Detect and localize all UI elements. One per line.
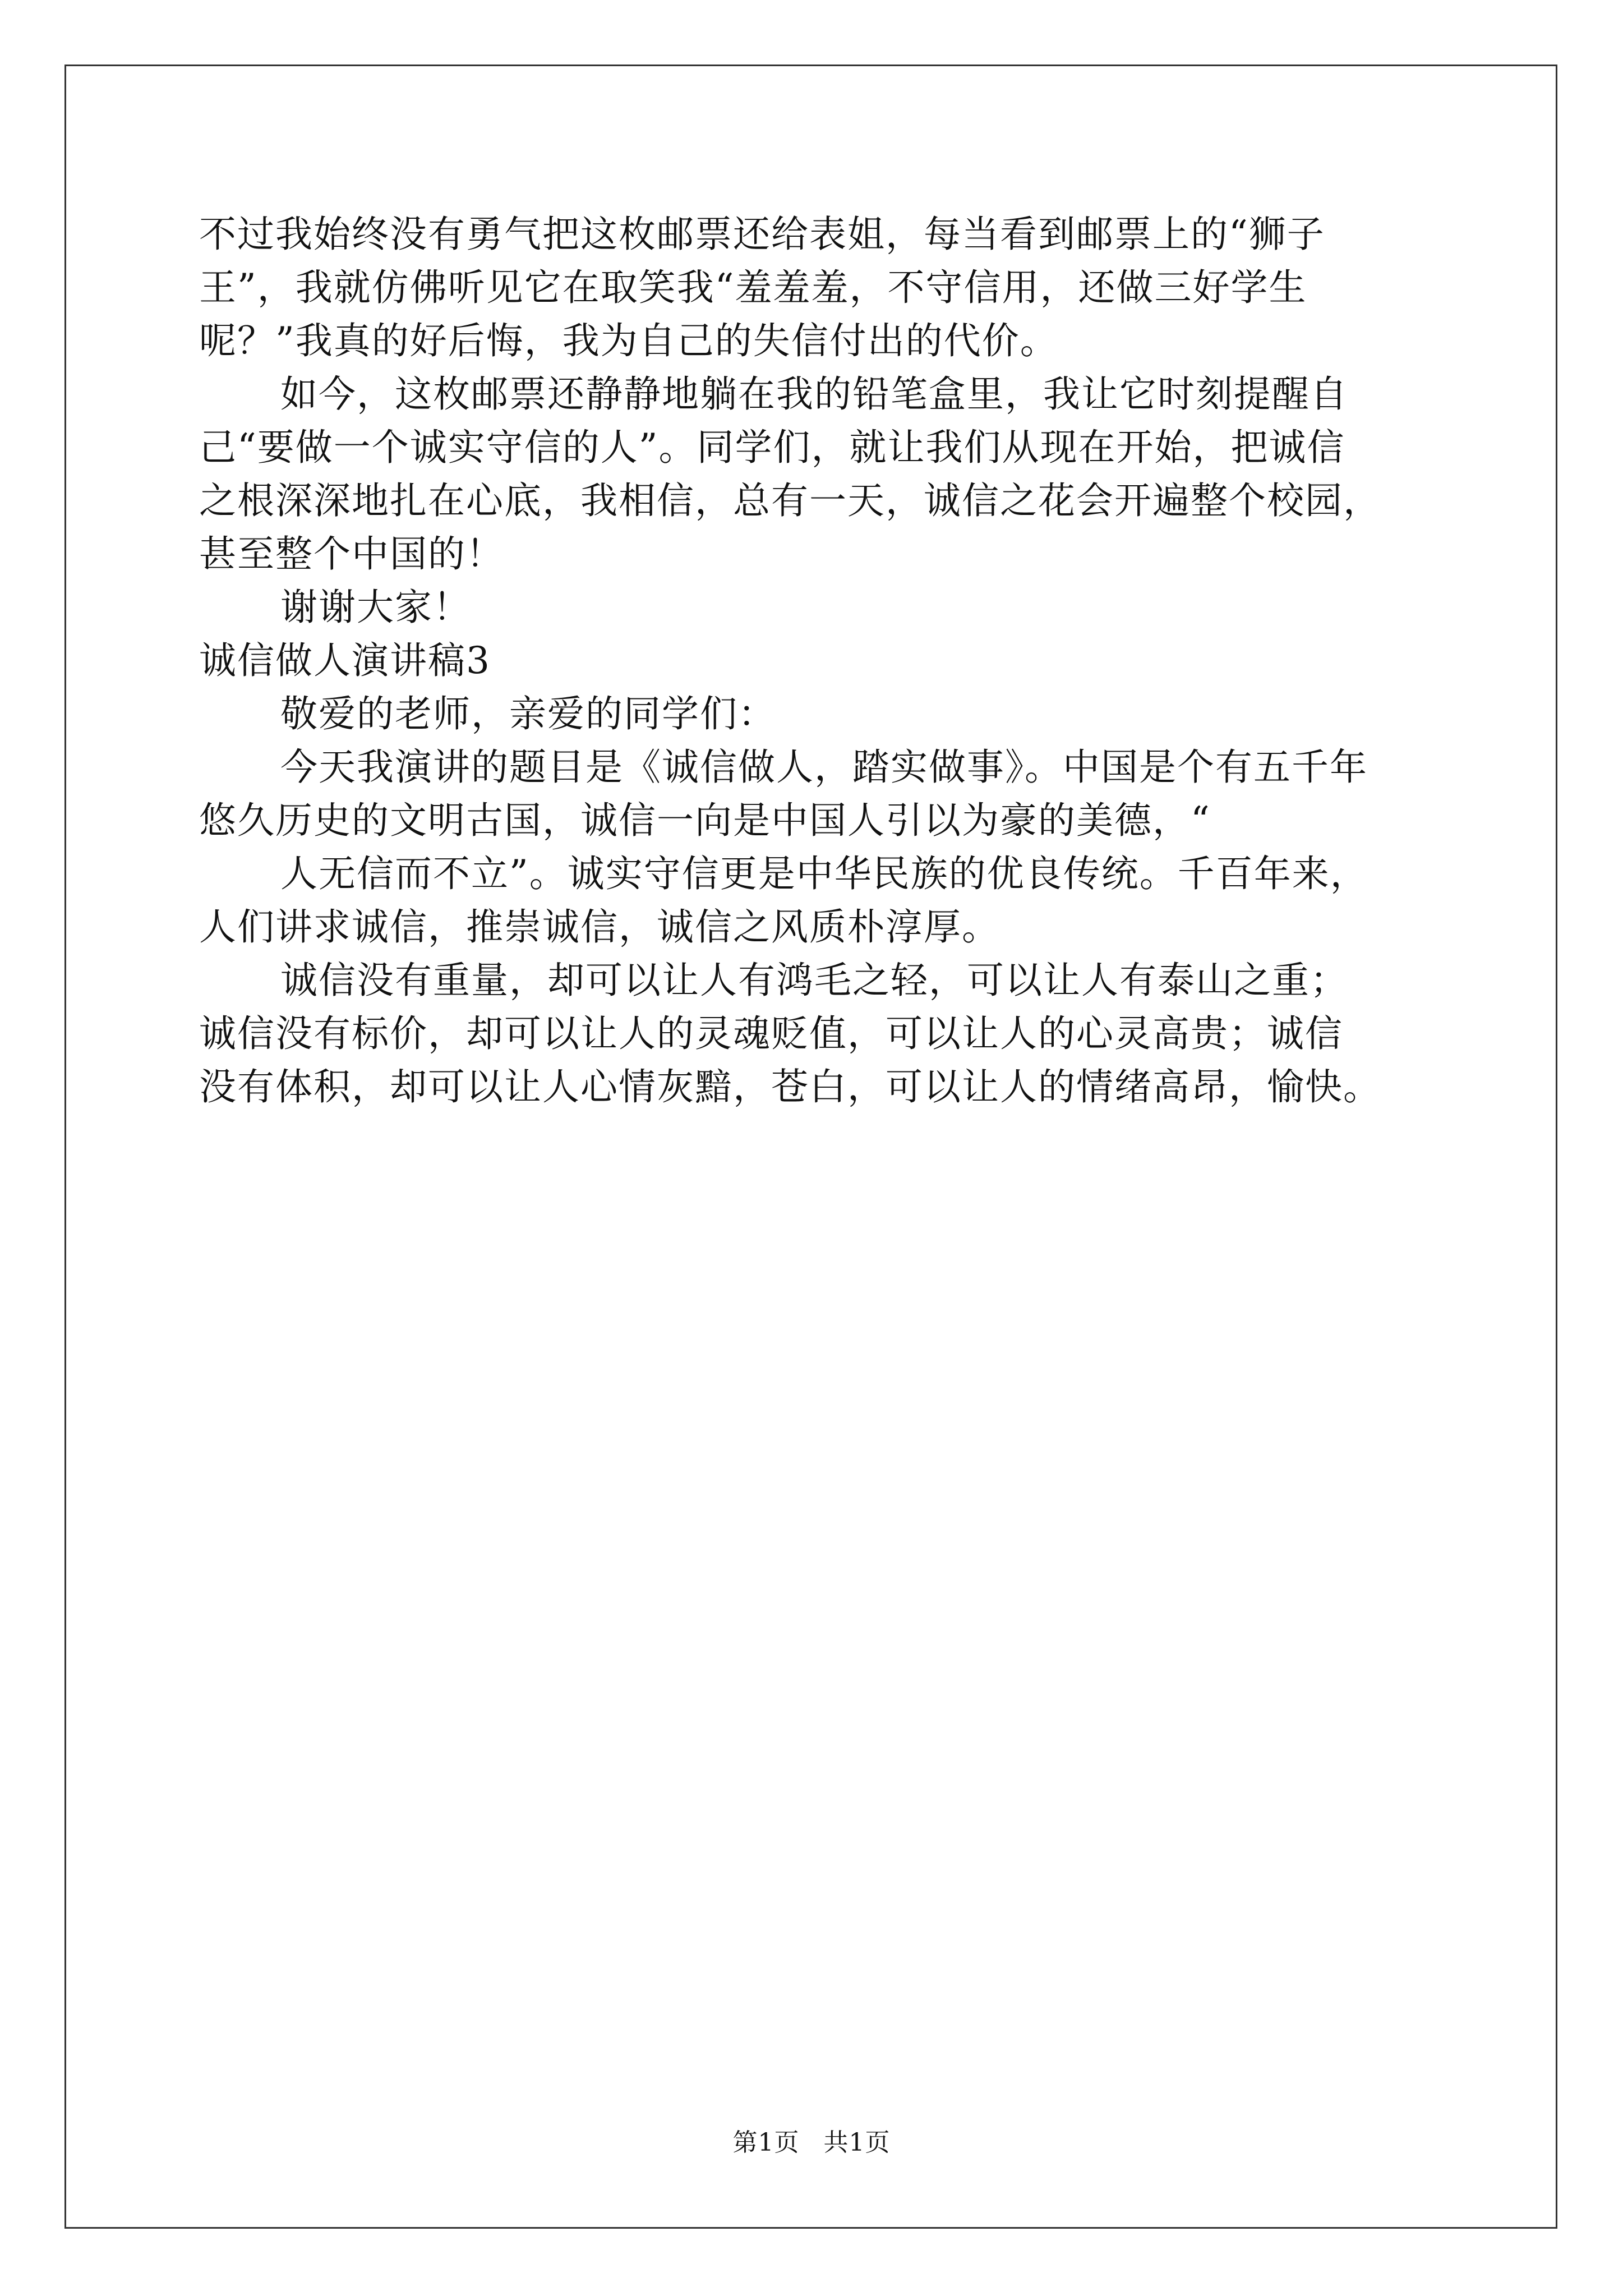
text-line: 诚信没有重量，却可以让人有鸿毛之轻，可以让人有泰山之重； [280, 959, 1348, 1002]
paragraph-4 [199, 740, 1427, 847]
text-line: 人无信而不立”。诚实守信更是中华民族的优良传统。千百年来， [280, 852, 1368, 895]
page-number: 第1页 [732, 2128, 800, 2157]
text-line: 没有体积，却可以让人心情灰黯，苍白，可以让人的情绪高昂，愉快。 [199, 1065, 1381, 1108]
document-body [199, 208, 1427, 1114]
text-line: 今天我演讲的题目是《诚信做人，踏实做事》。中国是个有五千年 [280, 746, 1368, 789]
text-line: 诚信没有标价，却可以让人的灵魂贬值，可以让人的心灵高贵；诚信 [199, 1012, 1343, 1055]
paragraph-1 [199, 208, 1427, 367]
paragraph-3 [199, 581, 1427, 634]
text-line: 人们讲求诚信，推崇诚信，诚信之风质朴淳厚。 [199, 905, 1000, 949]
paragraph-6 [199, 954, 1427, 1114]
paragraph-2 [199, 367, 1427, 581]
text-line: 谢谢大家！ [280, 586, 471, 629]
salutation [199, 687, 1427, 740]
text-line: 敬爱的老师，亲爱的同学们： [280, 692, 776, 735]
section-heading [199, 634, 1427, 687]
text-line: 不过我始终没有勇气把这枚邮票还给表姐，每当看到邮票上的“狮子 [199, 213, 1325, 256]
paragraph-5 [199, 847, 1427, 954]
page-footer [0, 2126, 1623, 2160]
text-line: 王”，我就仿佛听见它在取笑我“羞羞羞，不守信用，还做三好学生 [199, 266, 1307, 309]
heading-text: 诚信做人演讲稿3 [199, 639, 491, 682]
text-line: 如今，这枚邮票还静静地躺在我的铅笔盒里，我让它时刻提醒自 [280, 372, 1348, 416]
text-line: 呢？”我真的好后悔，我为自己的失信付出的代价。 [199, 319, 1058, 362]
page-total: 共1页 [823, 2128, 891, 2157]
text-line: 之根深深地扎在心底，我相信，总有一天，诚信之花会开遍整个校园， [199, 479, 1381, 522]
text-line: 悠久历史的文明古国，诚信一向是中国人引以为豪的美德，“ [199, 799, 1211, 842]
text-line: 己“要做一个诚实守信的人”。同学们，就让我们从现在开始，把诚信 [199, 426, 1345, 469]
text-line: 甚至整个中国的！ [199, 532, 504, 576]
